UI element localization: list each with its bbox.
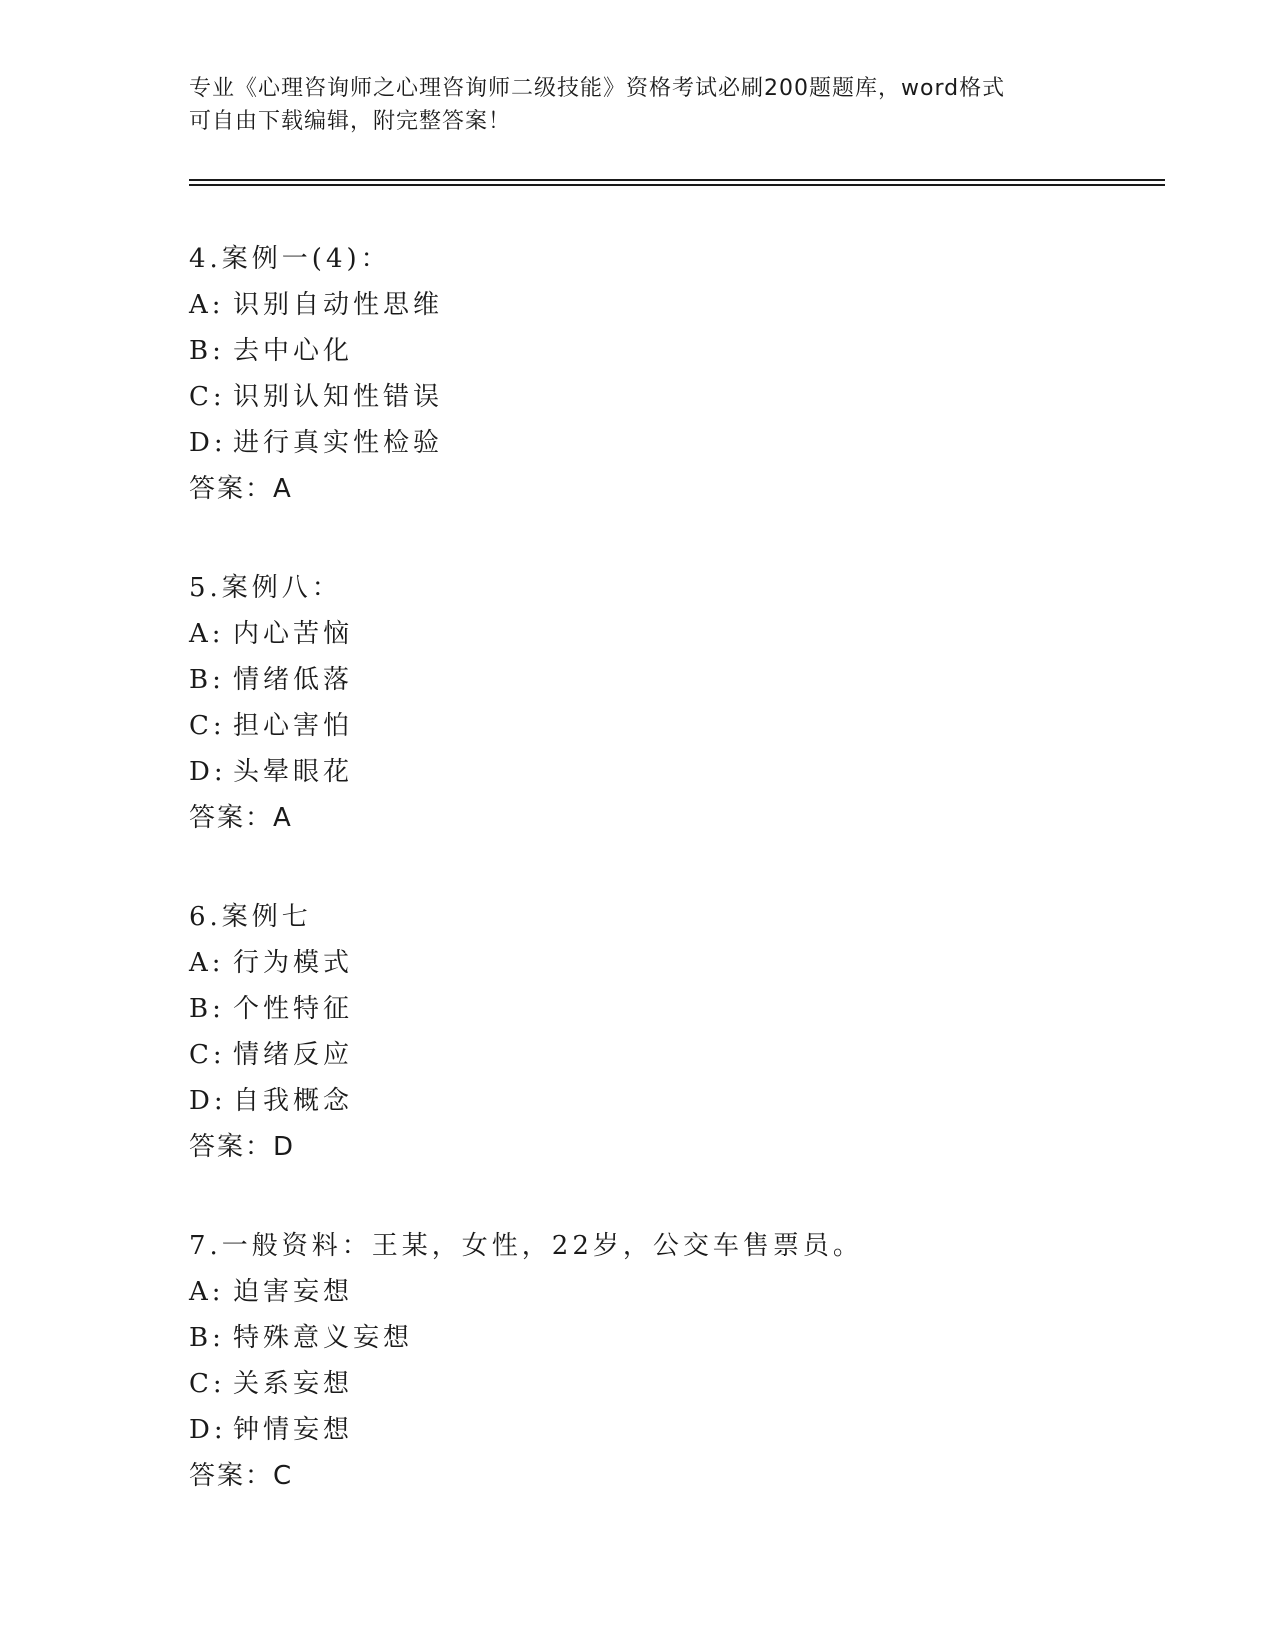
option-letter: D: bbox=[189, 428, 227, 458]
option-text: 关系妄想 bbox=[233, 1369, 354, 1399]
question-item bbox=[189, 565, 1189, 841]
option-text: 去中心化 bbox=[233, 336, 354, 366]
option-letter: D: bbox=[189, 1415, 227, 1445]
question-list bbox=[189, 236, 1189, 1552]
option-c bbox=[189, 703, 1189, 749]
option-text: 担心害怕 bbox=[233, 711, 354, 741]
question-item bbox=[189, 1223, 1189, 1499]
answer-value: D bbox=[273, 1132, 296, 1162]
option-d bbox=[189, 420, 1189, 466]
option-b bbox=[189, 657, 1189, 703]
option-text: 迫害妄想 bbox=[233, 1277, 354, 1307]
option-d bbox=[189, 749, 1189, 795]
option-letter: A: bbox=[189, 290, 225, 320]
option-a bbox=[189, 940, 1189, 986]
document-header bbox=[189, 72, 1089, 138]
answer-line bbox=[189, 1453, 1189, 1499]
option-letter: D: bbox=[189, 1086, 227, 1116]
option-c bbox=[189, 1032, 1189, 1078]
option-text: 情绪反应 bbox=[233, 1040, 354, 1070]
option-c bbox=[189, 1361, 1189, 1407]
option-text: 情绪低落 bbox=[233, 665, 354, 695]
header-line-1: 专业《心理咨询师之心理咨询师二级技能》资格考试必刷200题题库，word格式 bbox=[189, 76, 1006, 101]
header-divider-bottom bbox=[189, 184, 1165, 186]
option-text: 识别认知性错误 bbox=[233, 382, 444, 412]
option-c bbox=[189, 374, 1189, 420]
option-letter: C: bbox=[189, 1369, 226, 1399]
answer-label: 答案： bbox=[189, 1461, 274, 1491]
option-text: 个性特征 bbox=[233, 994, 354, 1024]
option-b bbox=[189, 1315, 1189, 1361]
option-letter: A: bbox=[189, 948, 225, 978]
question-item bbox=[189, 894, 1189, 1170]
option-text: 识别自动性思维 bbox=[233, 290, 444, 320]
option-text: 行为模式 bbox=[233, 948, 354, 978]
option-text: 头晕眼花 bbox=[233, 757, 354, 787]
header-divider-top bbox=[189, 179, 1165, 181]
answer-value: A bbox=[273, 474, 293, 504]
answer-value: C bbox=[273, 1461, 294, 1491]
option-b bbox=[189, 986, 1189, 1032]
option-letter: B: bbox=[189, 336, 225, 366]
option-text: 自我概念 bbox=[233, 1086, 354, 1116]
option-text: 特殊意义妄想 bbox=[233, 1323, 414, 1353]
answer-label: 答案： bbox=[189, 474, 274, 504]
question-stem: 4.案例一(4)： bbox=[189, 244, 391, 274]
option-letter: A: bbox=[189, 619, 225, 649]
option-letter: B: bbox=[189, 1323, 225, 1353]
question-item bbox=[189, 236, 1189, 512]
answer-line bbox=[189, 466, 1189, 512]
option-a bbox=[189, 611, 1189, 657]
answer-label: 答案： bbox=[189, 803, 274, 833]
option-letter: C: bbox=[189, 382, 226, 412]
answer-line bbox=[189, 1124, 1189, 1170]
option-text: 钟情妄想 bbox=[233, 1415, 354, 1445]
option-letter: D: bbox=[189, 757, 227, 787]
option-letter: C: bbox=[189, 711, 226, 741]
header-line-2: 可自由下载编辑，附完整答案！ bbox=[189, 109, 512, 134]
option-d bbox=[189, 1407, 1189, 1453]
answer-label: 答案： bbox=[189, 1132, 274, 1162]
question-stem: 5.案例八： bbox=[189, 573, 342, 603]
option-text: 内心苦恼 bbox=[233, 619, 354, 649]
option-letter: B: bbox=[189, 994, 225, 1024]
question-stem: 7.一般资料：王某，女性，22岁，公交车售票员。 bbox=[189, 1231, 863, 1261]
question-stem: 6.案例七 bbox=[189, 902, 312, 932]
option-text: 进行真实性检验 bbox=[233, 428, 444, 458]
option-a bbox=[189, 1269, 1189, 1315]
option-b bbox=[189, 328, 1189, 374]
option-letter: C: bbox=[189, 1040, 226, 1070]
option-a bbox=[189, 282, 1189, 328]
answer-value: A bbox=[273, 803, 293, 833]
answer-line bbox=[189, 795, 1189, 841]
option-letter: A: bbox=[189, 1277, 225, 1307]
option-letter: B: bbox=[189, 665, 225, 695]
option-d bbox=[189, 1078, 1189, 1124]
